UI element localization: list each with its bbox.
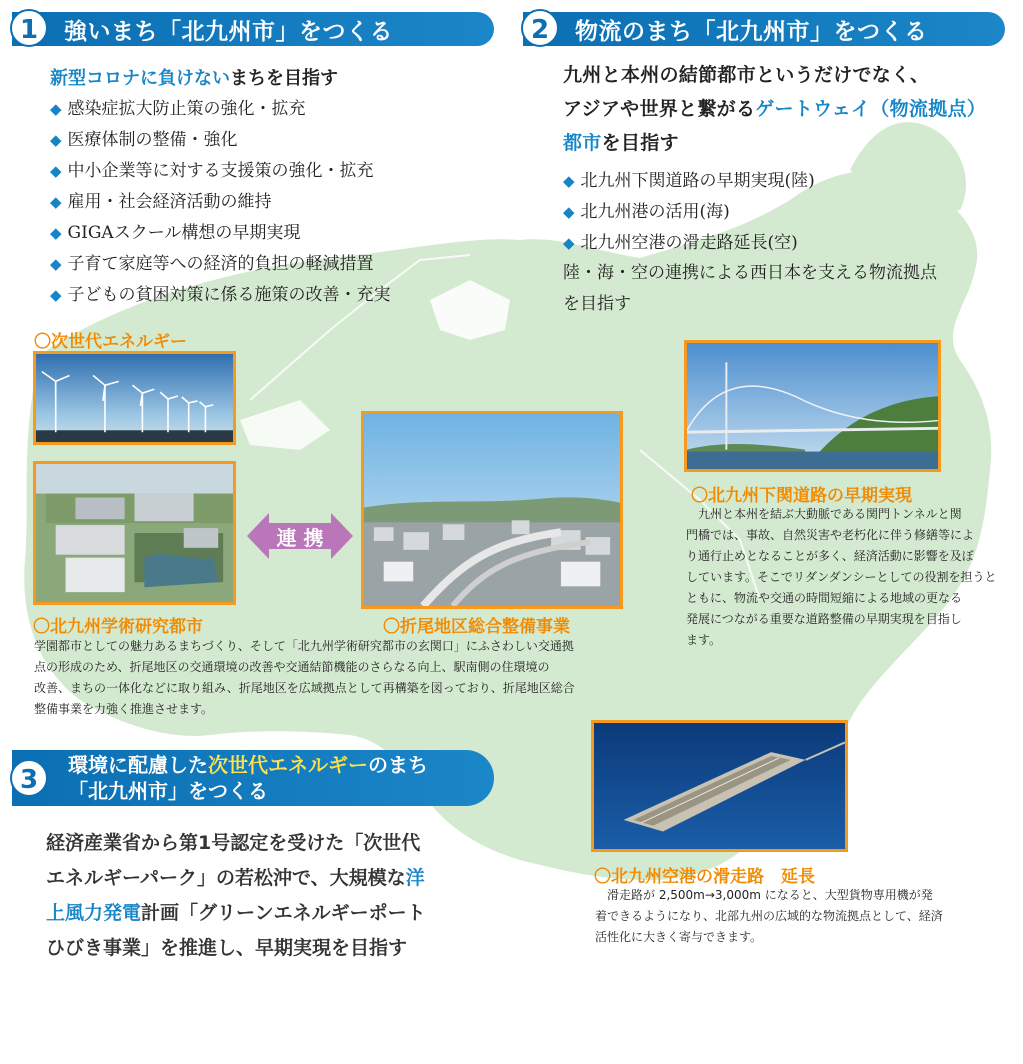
section2-header (523, 12, 1005, 46)
diamond-bullet-icon: ◆ (563, 234, 575, 252)
section1-lead (50, 64, 338, 90)
orio-description: 学園都市としての魅力あるまちづくり、そして「北九州学術研究都市の玄関口」にふさわしい交通拠 点の形成のため、折尾地区の交通環境の改善や交通結節機能のさらなる向上、駅南側の住環境の 改善、まちの一体化などに取り組み、折尾地区を広域拠点として再構築を図っており、折尾地区総合 整備事業を力強く推進させます。 (34, 639, 575, 716)
section1-title: 強いまち「北九州市」をつくる (64, 18, 393, 45)
diamond-bullet-icon: ◆ (50, 100, 62, 118)
list-item: ◆ 子育て家庭等への経済的負担の軽減措置 (50, 254, 374, 274)
section3-number-badge: 3 (10, 759, 48, 797)
diamond-bullet-icon: ◆ (50, 131, 62, 149)
diamond-bullet-icon: ◆ (563, 203, 575, 221)
road-label: 〇北九州下関道路の早期実現 (691, 486, 912, 506)
airport-label: 〇北九州空港の滑走路 延長 (594, 867, 815, 887)
list-item: ◆ 感染症拡大防止策の強化・拡充 (50, 99, 306, 119)
academic-city-photo (33, 461, 236, 605)
orio-district-photo (361, 411, 623, 609)
airport-description: 滑走路が 2,500m→3,000m になると、大型貨物専用機が発 着できるようになり、北部九州の広域的な物流拠点として、経済 活性化に大きく寄与できます。 (595, 888, 943, 944)
section2-title: 物流のまち「北九州市」をつくる (575, 18, 928, 45)
list-item: ◆ 北九州港の活用(海) (563, 202, 730, 222)
list-item: ◆ 北九州下関道路の早期実現(陸) (563, 171, 815, 191)
section1-header (12, 12, 494, 46)
section2-list (563, 166, 815, 259)
energy-label: 〇次世代エネルギー (34, 332, 187, 352)
renkei-label: 連 携 (276, 526, 324, 550)
diamond-bullet-icon: ◆ (563, 172, 575, 190)
section2-lead-line2: アジアや世界と繋がるゲートウェイ（物流拠点） (563, 98, 987, 120)
list-item: ◆ 医療体制の整備・強化 (50, 130, 238, 150)
section1-list (50, 94, 391, 311)
section1-number-badge: 1 (10, 9, 48, 47)
academic-label: 〇北九州学術研究都市 (33, 617, 203, 637)
diamond-bullet-icon: ◆ (50, 255, 62, 273)
wind-turbine-photo (33, 351, 236, 445)
diamond-bullet-icon: ◆ (50, 224, 62, 242)
diamond-bullet-icon: ◆ (50, 193, 62, 211)
orio-label: 〇折尾地区総合整備事業 (383, 617, 570, 637)
section2-number-badge: 2 (521, 9, 559, 47)
section2-summary: 陸・海・空の連携による西日本を支える物流拠点 を目指す (563, 263, 937, 314)
section2-lead-line3: 都市を目指す (563, 132, 679, 154)
section2-lead (563, 58, 1003, 160)
list-item: ◆ 中小企業等に対する支援策の強化・拡充 (50, 161, 374, 181)
bridge-photo (684, 340, 941, 472)
list-item: ◆ 北九州空港の滑走路延長(空) (563, 233, 798, 253)
list-item: ◆ GIGAスクール構想の早期実現 (50, 223, 301, 243)
road-description: 九州と本州を結ぶ大動脈である関門トンネルと関 門橋では、事故、自然災害や老朽化に伴う修繕等によ り通行止めとなることが多く、経済活動に影響を及ぼ しています。そこでリダンダンシーとしての役割を担うと ともに、物流や交通の時間短縮による地域の更なる 発展につながる重要な道路整備の早期実現を目指し ます。 (686, 507, 997, 647)
airport-photo (591, 720, 848, 852)
section3-header (12, 750, 494, 806)
diamond-bullet-icon: ◆ (50, 286, 62, 304)
section1-lead-highlight: 新型コロナに負けない (50, 68, 230, 89)
section3-title: 環境に配慮した次世代エネルギーのまち 「北九州市」をつくる (68, 753, 428, 803)
list-item: ◆ 子どもの貧困対策に係る施策の改善・充実 (50, 285, 391, 305)
section3-body: 経済産業省から第1号認定を受けた「次世代 エネルギーパーク」の若松沖で、大規模な洋 上風力発電計画「グリーンエネルギーポート ひびき事業」を推進し、早期実現を目指す (46, 832, 426, 959)
section1-lead-rest: まちを目指す (230, 68, 338, 89)
section2-lead-line1: 九州と本州の結節都市というだけでなく、 (563, 64, 930, 86)
diamond-bullet-icon: ◆ (50, 162, 62, 180)
list-item: ◆ 雇用・社会経済活動の維持 (50, 192, 272, 212)
renkei-double-arrow (247, 511, 353, 561)
